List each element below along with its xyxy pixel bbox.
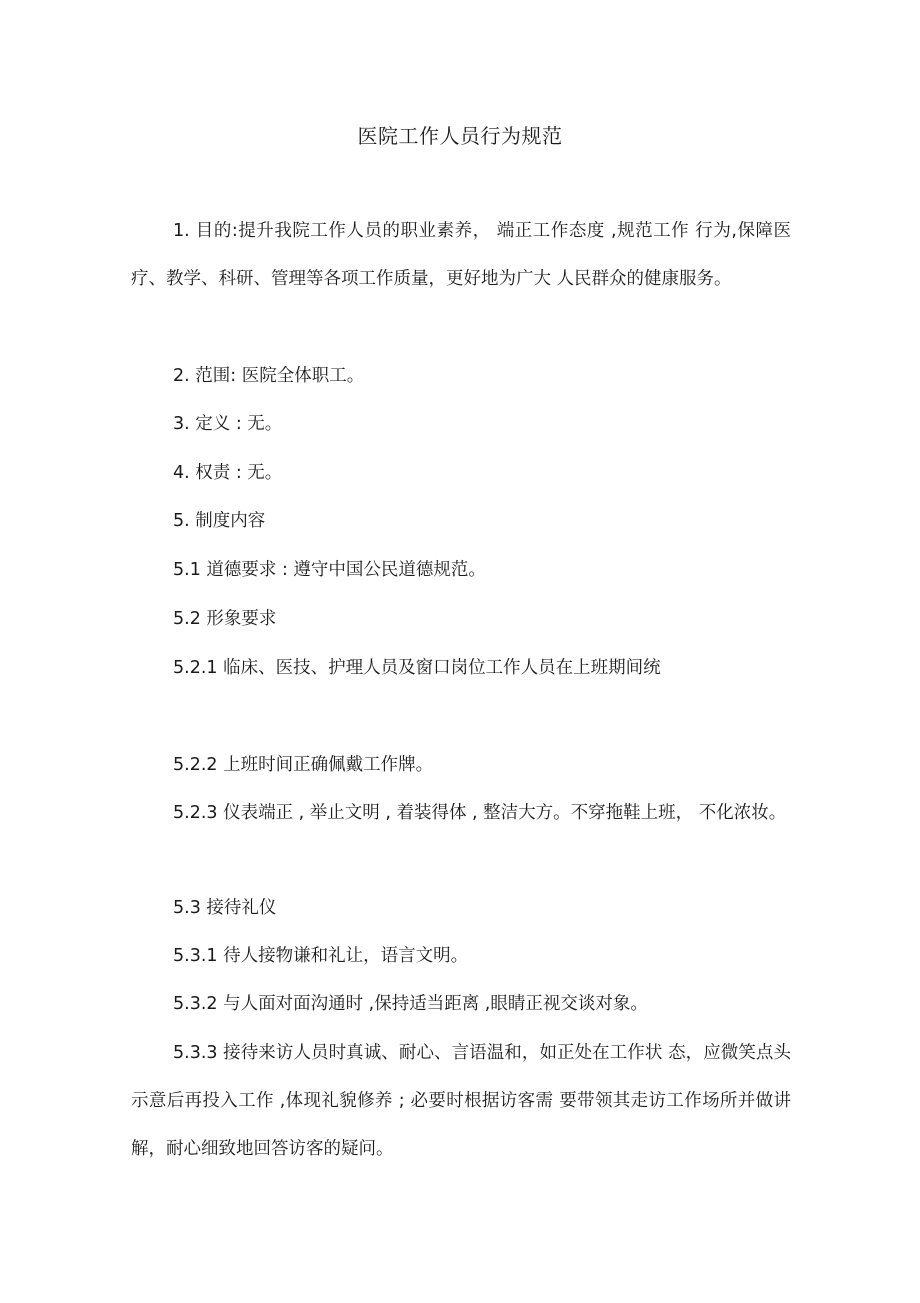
paragraph-moral-requirement: 5.1 道德要求 : 遵守中国公民道德规范。 xyxy=(173,560,486,580)
document-title: 医院工作人员行为规范 xyxy=(357,124,563,148)
paragraph-content-heading: 5. 制度内容 xyxy=(173,511,266,531)
paragraph-definition: 3. 定义 : 无。 xyxy=(173,414,283,434)
paragraph-uniform: 5.2.1 临床、医技、护理人员及窗口岗位工作人员在上班期间统 xyxy=(173,658,661,678)
paragraph-reception-heading: 5.3 接待礼仪 xyxy=(173,898,277,918)
paragraph-visitor-reception: 5.3.3 接待来访人员时真诚、耐心、言语温和，如正处在工作状 态，应微笑点头示意后再投入工作 ,体现礼貌修养 ; 必要时根据访客需 要带领其走访工作场所并做讲解，耐心细致地回答访客的疑问。 xyxy=(131,1043,791,1159)
paragraph-image-requirement: 5.2 形象要求 xyxy=(173,609,277,629)
paragraph-responsibility: 4. 权责 : 无。 xyxy=(173,463,283,483)
paragraph-purpose: 1. 目的:提升我院工作人员的职业素养， 端正工作态度 ,规范工作 行为,保障医疗、教学、科研、管理等各项工作质量，更好地为广大 人民群众的健康服务。 xyxy=(131,221,791,289)
paragraph-appearance: 5.2.3 仪表端正 , 举止文明 , 着装得体 , 整洁大方。不穿拖鞋上班， 不化浓妆。 xyxy=(173,803,787,823)
paragraph-badge: 5.2.2 上班时间正确佩戴工作牌。 xyxy=(173,755,434,775)
paragraph-courtesy: 5.3.1 待人接物谦和礼让，语言文明。 xyxy=(173,946,469,966)
paragraph-scope: 2. 范围: 医院全体职工。 xyxy=(173,366,365,386)
paragraph-communication: 5.3.2 与人面对面沟通时 ,保持适当距离 ,眼睛正视交谈对象。 xyxy=(173,994,648,1014)
